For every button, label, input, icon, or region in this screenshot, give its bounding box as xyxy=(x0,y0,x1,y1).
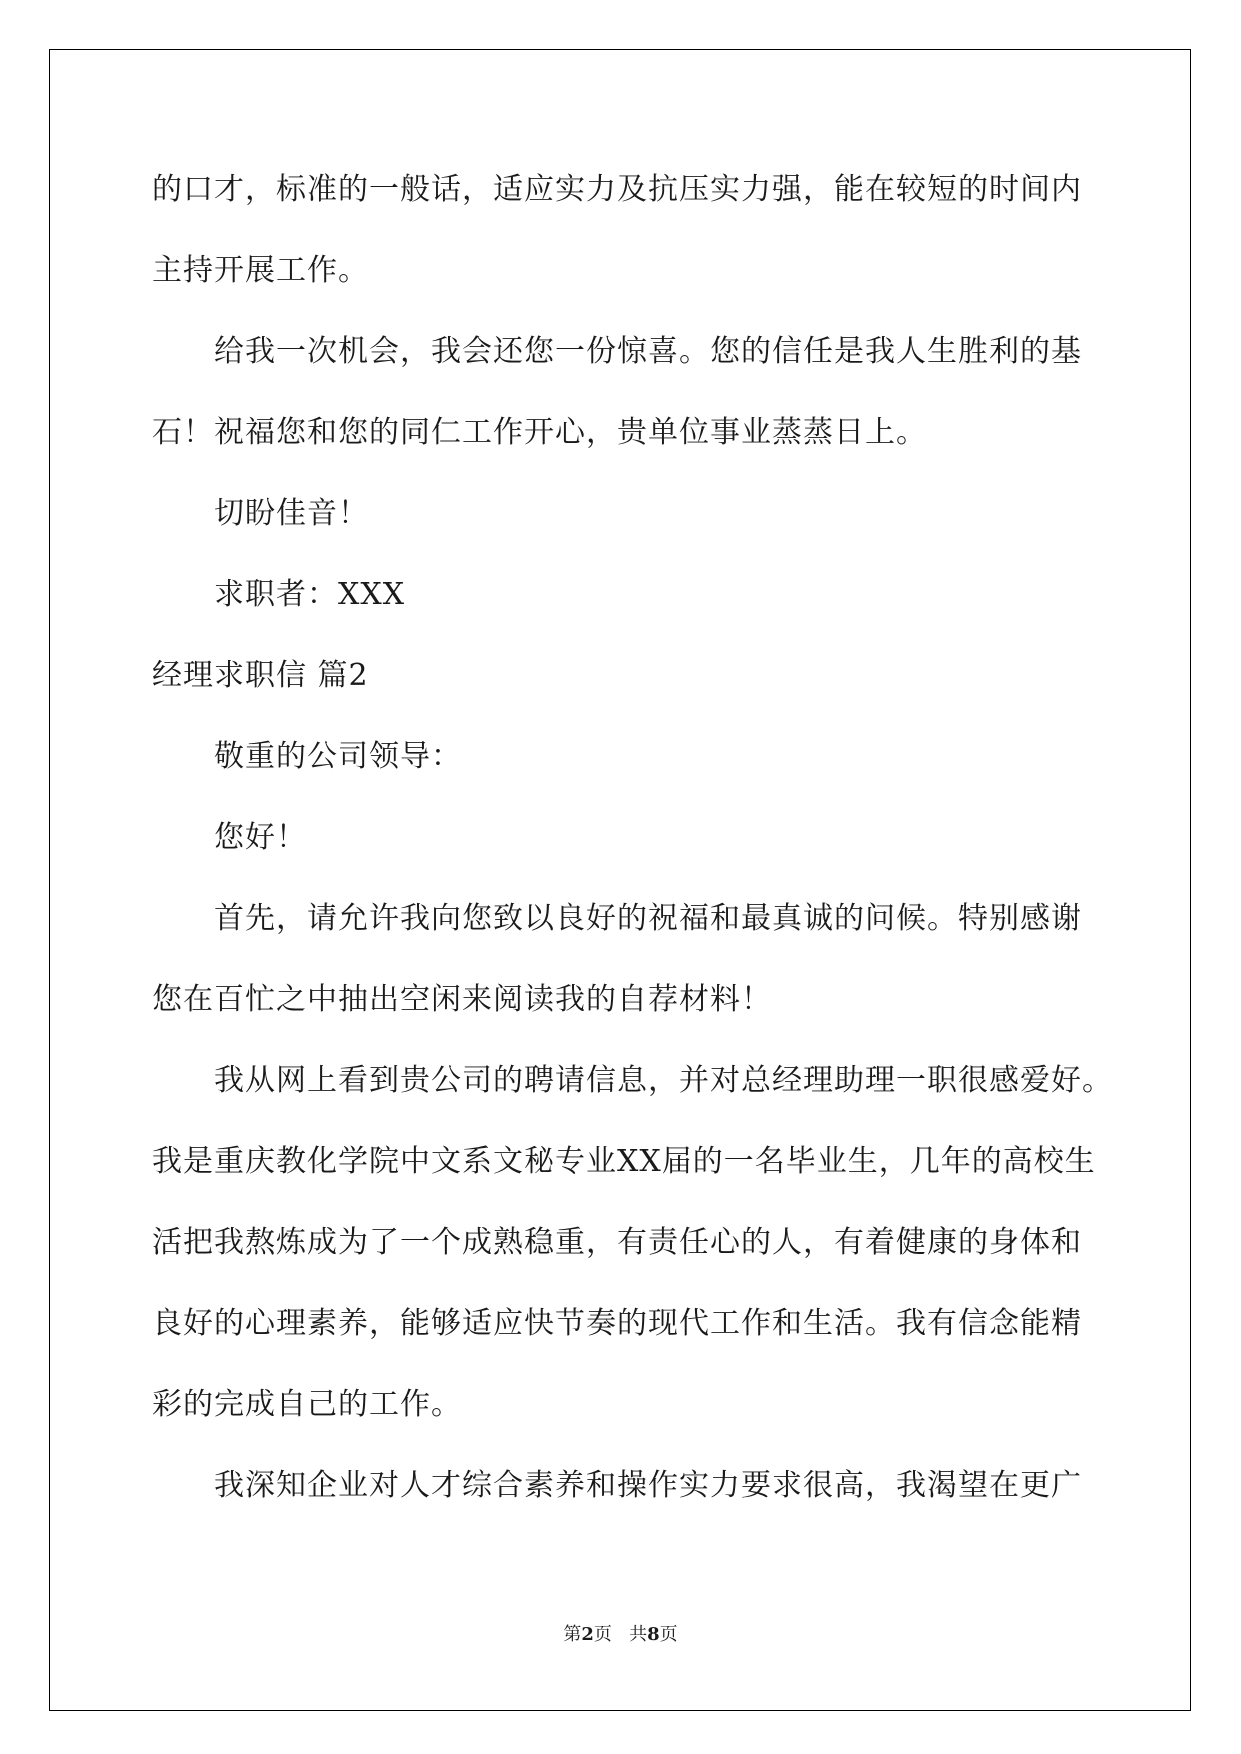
page-frame xyxy=(49,49,1191,1711)
paragraph-line: 活把我熬炼成为了一个成熟稳重，有责任心的人，有着健康的身体和 xyxy=(152,1225,1082,1260)
closing-line: 切盼佳音！ xyxy=(214,496,369,531)
salutation: 敬重的公司领导： xyxy=(214,739,462,774)
greeting: 您好！ xyxy=(214,820,307,855)
paragraph-line: 彩的完成自己的工作。 xyxy=(152,1387,462,1422)
paragraph-line: 的口才，标准的一般话，适应实力及抗压实力强，能在较短的时间内 xyxy=(152,172,1082,207)
paragraph-line: 给我一次机会，我会还您一份惊喜。您的信任是我人生胜利的基 xyxy=(214,334,1082,369)
page-footer xyxy=(0,1624,1241,1646)
section-heading: 经理求职信 篇2 xyxy=(152,658,369,693)
paragraph-line: 良好的心理素养，能够适应快节奏的现代工作和生活。我有信念能精 xyxy=(152,1306,1082,1341)
paragraph-line: 首先，请允许我向您致以良好的祝福和最真诚的问候。特别感谢 xyxy=(214,901,1082,936)
paragraph-line: 我从网上看到贵公司的聘请信息，并对总经理助理一职很感爱好。 xyxy=(214,1063,1113,1098)
footer-prefix: 第 xyxy=(563,1624,582,1645)
signature-line: 求职者：XXX xyxy=(214,577,406,612)
current-page-number: 2 xyxy=(581,1624,594,1645)
footer-page-label: 页 xyxy=(593,1624,612,1645)
paragraph-line: 主持开展工作。 xyxy=(152,253,369,288)
footer-total-prefix: 共 xyxy=(629,1624,648,1645)
footer-total-label: 页 xyxy=(659,1624,678,1645)
paragraph-line: 您在百忙之中抽出空闲来阅读我的自荐材料！ xyxy=(152,982,772,1017)
total-pages-number: 8 xyxy=(647,1624,660,1645)
paragraph-line: 石！祝福您和您的同仁工作开心，贵单位事业蒸蒸日上。 xyxy=(152,415,927,450)
paragraph-line: 我深知企业对人才综合素养和操作实力要求很高，我渴望在更广 xyxy=(214,1468,1082,1503)
paragraph-line: 我是重庆教化学院中文系文秘专业XX届的一名毕业生，几年的高校生 xyxy=(152,1144,1096,1179)
